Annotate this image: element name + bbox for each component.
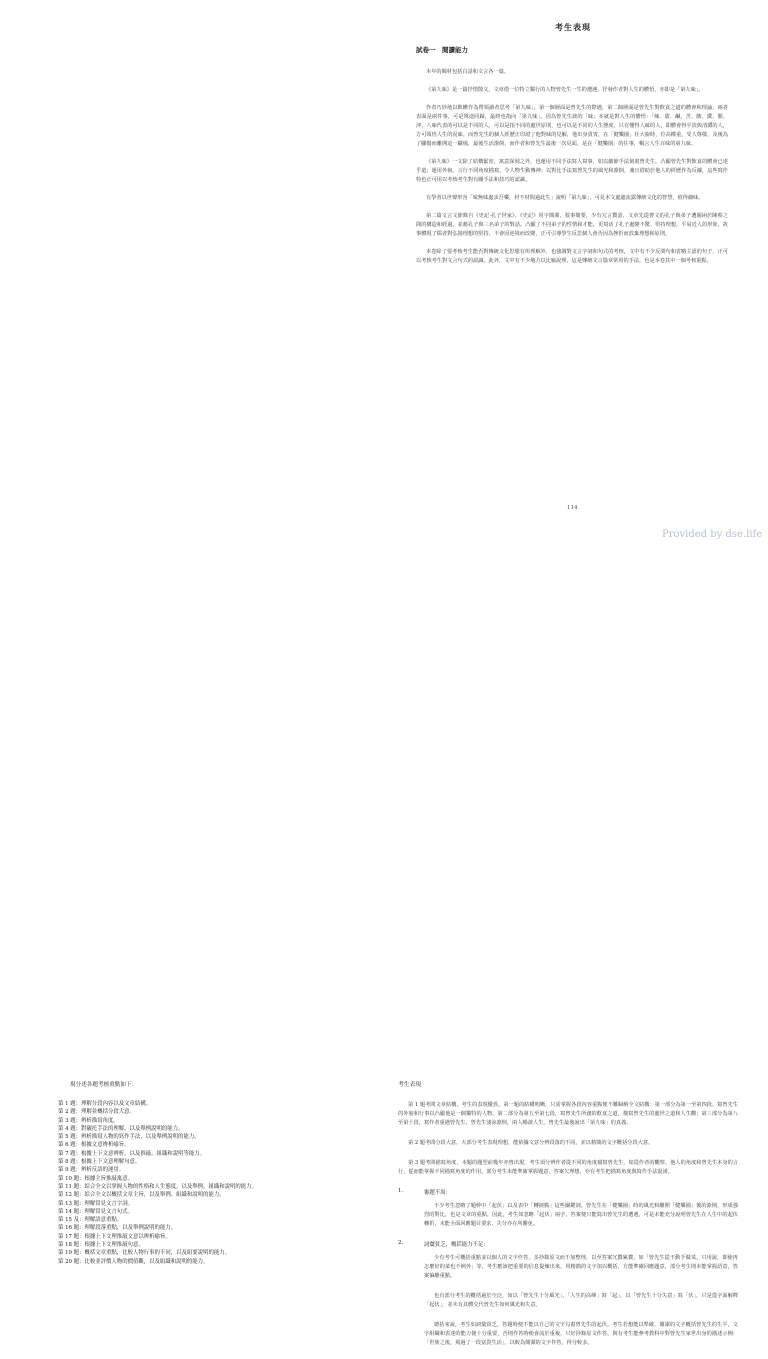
list-item: 第 7 題：根據上下文意辨析，以及推敲、組織和說明等能力。 [58, 1150, 206, 1157]
paragraph: 第二篇文言文節錄自《史記·孔子世家》，《史記》用字簡潔，敘事簡要，少有冗言贅語，文章先從曹文的孔子與弟子遭圍困於陳蔡之間的構造和經過，並藉孔子與三名弟子的對話，凸顯了不同弟子的性情和才能，更寫活了孔子處變不驚、堅持理想，平易近人的形象，故事體現了儒者對弘揚理想的堅持，不會因逆境而改變，正可引導學生反思個人會否因為挫折而放棄理想和原則。 [416, 213, 728, 237]
question-list [58, 1100, 358, 1266]
list-item: 第 8 題：根據上下文意理解句意。 [58, 1159, 141, 1166]
paragraph: 本年的閱材包括白話和文言各一篇。 [426, 69, 510, 75]
list-item: 第 20 題：比較並評價人物的價值觀，以及組織和說明的能力。 [58, 1258, 209, 1265]
list-item: 第 5 題：辨析描寫人物的寫作手法，以及舉例說明的能力。 [58, 1134, 200, 1141]
list-item: 第 14 題：理解常見文言句式。 [58, 1208, 133, 1215]
list-item: 第 4 題：對襯托手法的理解，以及舉例說明的能力。 [58, 1125, 184, 1132]
section-heading: 試卷一 閱讀能力 [416, 46, 468, 54]
watermark-link[interactable]: Provided by dse.life [662, 529, 763, 540]
list-item: 第 11 題：綜合全文以掌握人物的性格和人生態度，以及舉例、組織和說明的能力。 [58, 1183, 257, 1190]
list-item: 第 1 題：理解分段內容以及文章結構。 [58, 1101, 152, 1107]
list-item: 第 12 題：綜合全文以概括文章主旨，以及舉例、組織和說明的能力。 [58, 1192, 225, 1199]
top-page [0, 0, 768, 512]
list-item: 第 15 及：理解語意重點。 [58, 1217, 123, 1224]
point-text: 少有考生可概括重點並以個人的文字作答，多抄錄原文而不加整理，以至答案冗贅累贅。如「曾先生從不動手做菜，只用說，即使再怎麼好的菜也不例外」等，考生應該把重要的信息提煉出來，用精簡的文字加以概括，方能準確回應題意，部分考生則未能掌握語意，答案偏離重點。 [424, 1255, 738, 1279]
list-item: 第 19 題：概括文章重點，比較人物行事的不同，以及組要說明的能力。 [58, 1250, 231, 1257]
section-body [416, 68, 728, 275]
point-text: 也有部分考生的概括過於空泛，如以「曾先生十分風光」、「人生的高峰」寫「起」，以「曾先生十分失意」寫「伏」，只是從字面解釋「起伏」，並未有具體交代曾先生如何風光和失意。 [424, 1293, 738, 1308]
paragraph: 第 2 題考問分段大意，大部分考生表現理想，能依據文意分辨段落的不同，並以精簡的文字概括分段大意。 [408, 1140, 654, 1146]
list-item: 第 2 題：理解並概括分段大意。 [58, 1109, 135, 1116]
paragraph: 第 1 題考問文章結構，考生的表現優異，第一題的結構明晰，只需掌握各段內容重點便不難歸納全文結構：第一部分為第一至第四段，寫曾先生的外貌和行事以凸顯他是一個獨特的人物。第二部分為第五至第七段，寫曾先生所創的飲食之道，描寫曾先生的處世之道和人生觀；第三部分為第八至第十段，寫作者重遇曾先生，曾先生淒涼潦倒，兩人暢談人生，曾先生最後說出「第九味」的真義。 [398, 1102, 738, 1126]
section-heading: 考生表現 [398, 1082, 422, 1088]
paragraph: 作者巧妙地以飲饌作為帶領讀者思考「第九味」，第一個層面是曾先生的際遇，第二個層面是曾先生對飲食之道的體會和理論，兩者表面是兩件事，可是殊途同歸，最終也指向「第九味」。因為曾先生談的「味」本就是對人生的體悟：「辣、甜、鹹、苦、酸、澀、腥、沖，八味代表的可以是不同的人，可以是指不同的處世原則，也可以是不同的人生態度，只有懂得人味的人，即體會得平淡與清澀的人，方可領悟人生的況味。而曾先生的個人經歷正印證了他對味的見解，他出身貴冑，在「健樂園」任大廚時，位高權重，受人尊敬，及後為了腳傷而離開這一職場，最後生活潦倒，而作者和曾先生最後一次見面，是在「健樂園」的往事，暢言人生百味的第九味。 [416, 105, 728, 147]
list-item: 第 6 題：根據文意辨析喻旨。 [58, 1142, 130, 1149]
numbered-point [398, 1188, 738, 1196]
point-text: 總括來說，考生如詞彙貧乏，答題時便不能以自己的文字勾畫曾先生的起伏。考生若想能以準確、簡潔的文字概括曾先生的生平，文字組織和表達的能力便十分重要，否則作答時便會流於重複，只好抄錄原文作答。與有考生能參考教科中對曾先生家世出身的描述示例：「世族之後，飛過了一段富貴生活」，以較為簡潔的文字作答，得分較多。 [424, 1322, 738, 1346]
point-text: 不少考生忽略了題幹中「起伏」以及表中「轉捩點」這些關鍵詞。曾先生在「健樂園」時的風光和離開「健樂園」後的潦倒，形成強烈的對比，也是文章的重點。因此，考生如忽略「起伏」兩字，答案便只能寫出曾先生的遭遇，可是未能充分說明曾先生在人生中的起伏轉折，未能全面回應題目要求，失分亦在所難免。 [424, 1203, 738, 1227]
list-item: 第 16 題：理解段落重點，以及舉例說明的能力。 [58, 1225, 177, 1232]
list-item: 第 3 題：辨析描寫角度。 [58, 1117, 119, 1124]
list-item: 第 9 題：辨析反語的運用。 [58, 1167, 125, 1174]
paragraph: 有學者以世聲形容「味無味處求吾樂，材不材間過此生」說明「第九味」，可見本文處處流露傳統文化的智慧，值得細味。 [426, 195, 704, 201]
paragraph: 本卷除了要考核考生能否對傳統文化思想有所理解外，也強調對文言字詞和句式的考核，文中有不少反問句和省略主語的句子，正可以考核考生對文言句式的認識。此外，文中有不少地方以比喻說理，這是傳統文言篇章常用的手法，也是本卷其中一個考核重點。 [416, 249, 728, 264]
paragraph: 第 3 題考問描寫角度，本題的題型前幾年亦曾出現，考生須分辨作者從不同的角度描寫曾先生，如從作者的觀察、他人的角度和曾先生本身的言行，從而能掌握不同描寫角度的作用。部分考生未能準確掌握題意，答案欠理想，亦有考生把描寫角度與寫作手法混淆。 [398, 1160, 738, 1175]
list-item: 第 18 題：根據上下文理推敲句意。 [58, 1242, 144, 1249]
paragraph: 《第九味》是一篇抒情散文，文章借一位特立獨行的人物曾先生一生的遭遇，抒發作者對人生的體悟，亦即是「第九味」。 [426, 87, 704, 93]
point-label: 詞彙貧乏，概括能力不足： [424, 1242, 489, 1248]
page-header: 考生表現 [555, 22, 591, 32]
bottom-page [0, 512, 768, 1346]
list-item: 第 10 題：根據主旨推敲寓意。 [58, 1175, 133, 1182]
question-focus-list-section [58, 1080, 358, 1266]
list-title: 現分述各題考核重點如下： [70, 1082, 138, 1088]
candidate-performance-section [398, 1079, 738, 1359]
list-item: 第 13 題：理解常見文言字詞。 [58, 1200, 133, 1207]
list-item: 第 17 題：根據上下文理推敲文意以辨析喻旨。 [58, 1233, 171, 1240]
paragraph: 《第九味》一文除了結構緊密，寓意深刻之外，也運用不同手法寫人寫事，如以細節手法刻畫曾先生，凸顯曾先生對飲食的體會已達乎道；運用外貌、言行不同角度描寫，令人物生動傳神；以對比手法寫曾先生的風光和潦倒，兼且借助於他人的經歷作為反襯，這些寫作特色正可用以考核考生對有關手法和技巧的認識。 [416, 159, 728, 183]
point-number: 1. [398, 1188, 404, 1194]
page-number: 114 [567, 505, 578, 511]
numbered-point [398, 1240, 738, 1248]
point-label: 審題不周： [424, 1190, 451, 1196]
point-number: 2. [398, 1240, 404, 1246]
